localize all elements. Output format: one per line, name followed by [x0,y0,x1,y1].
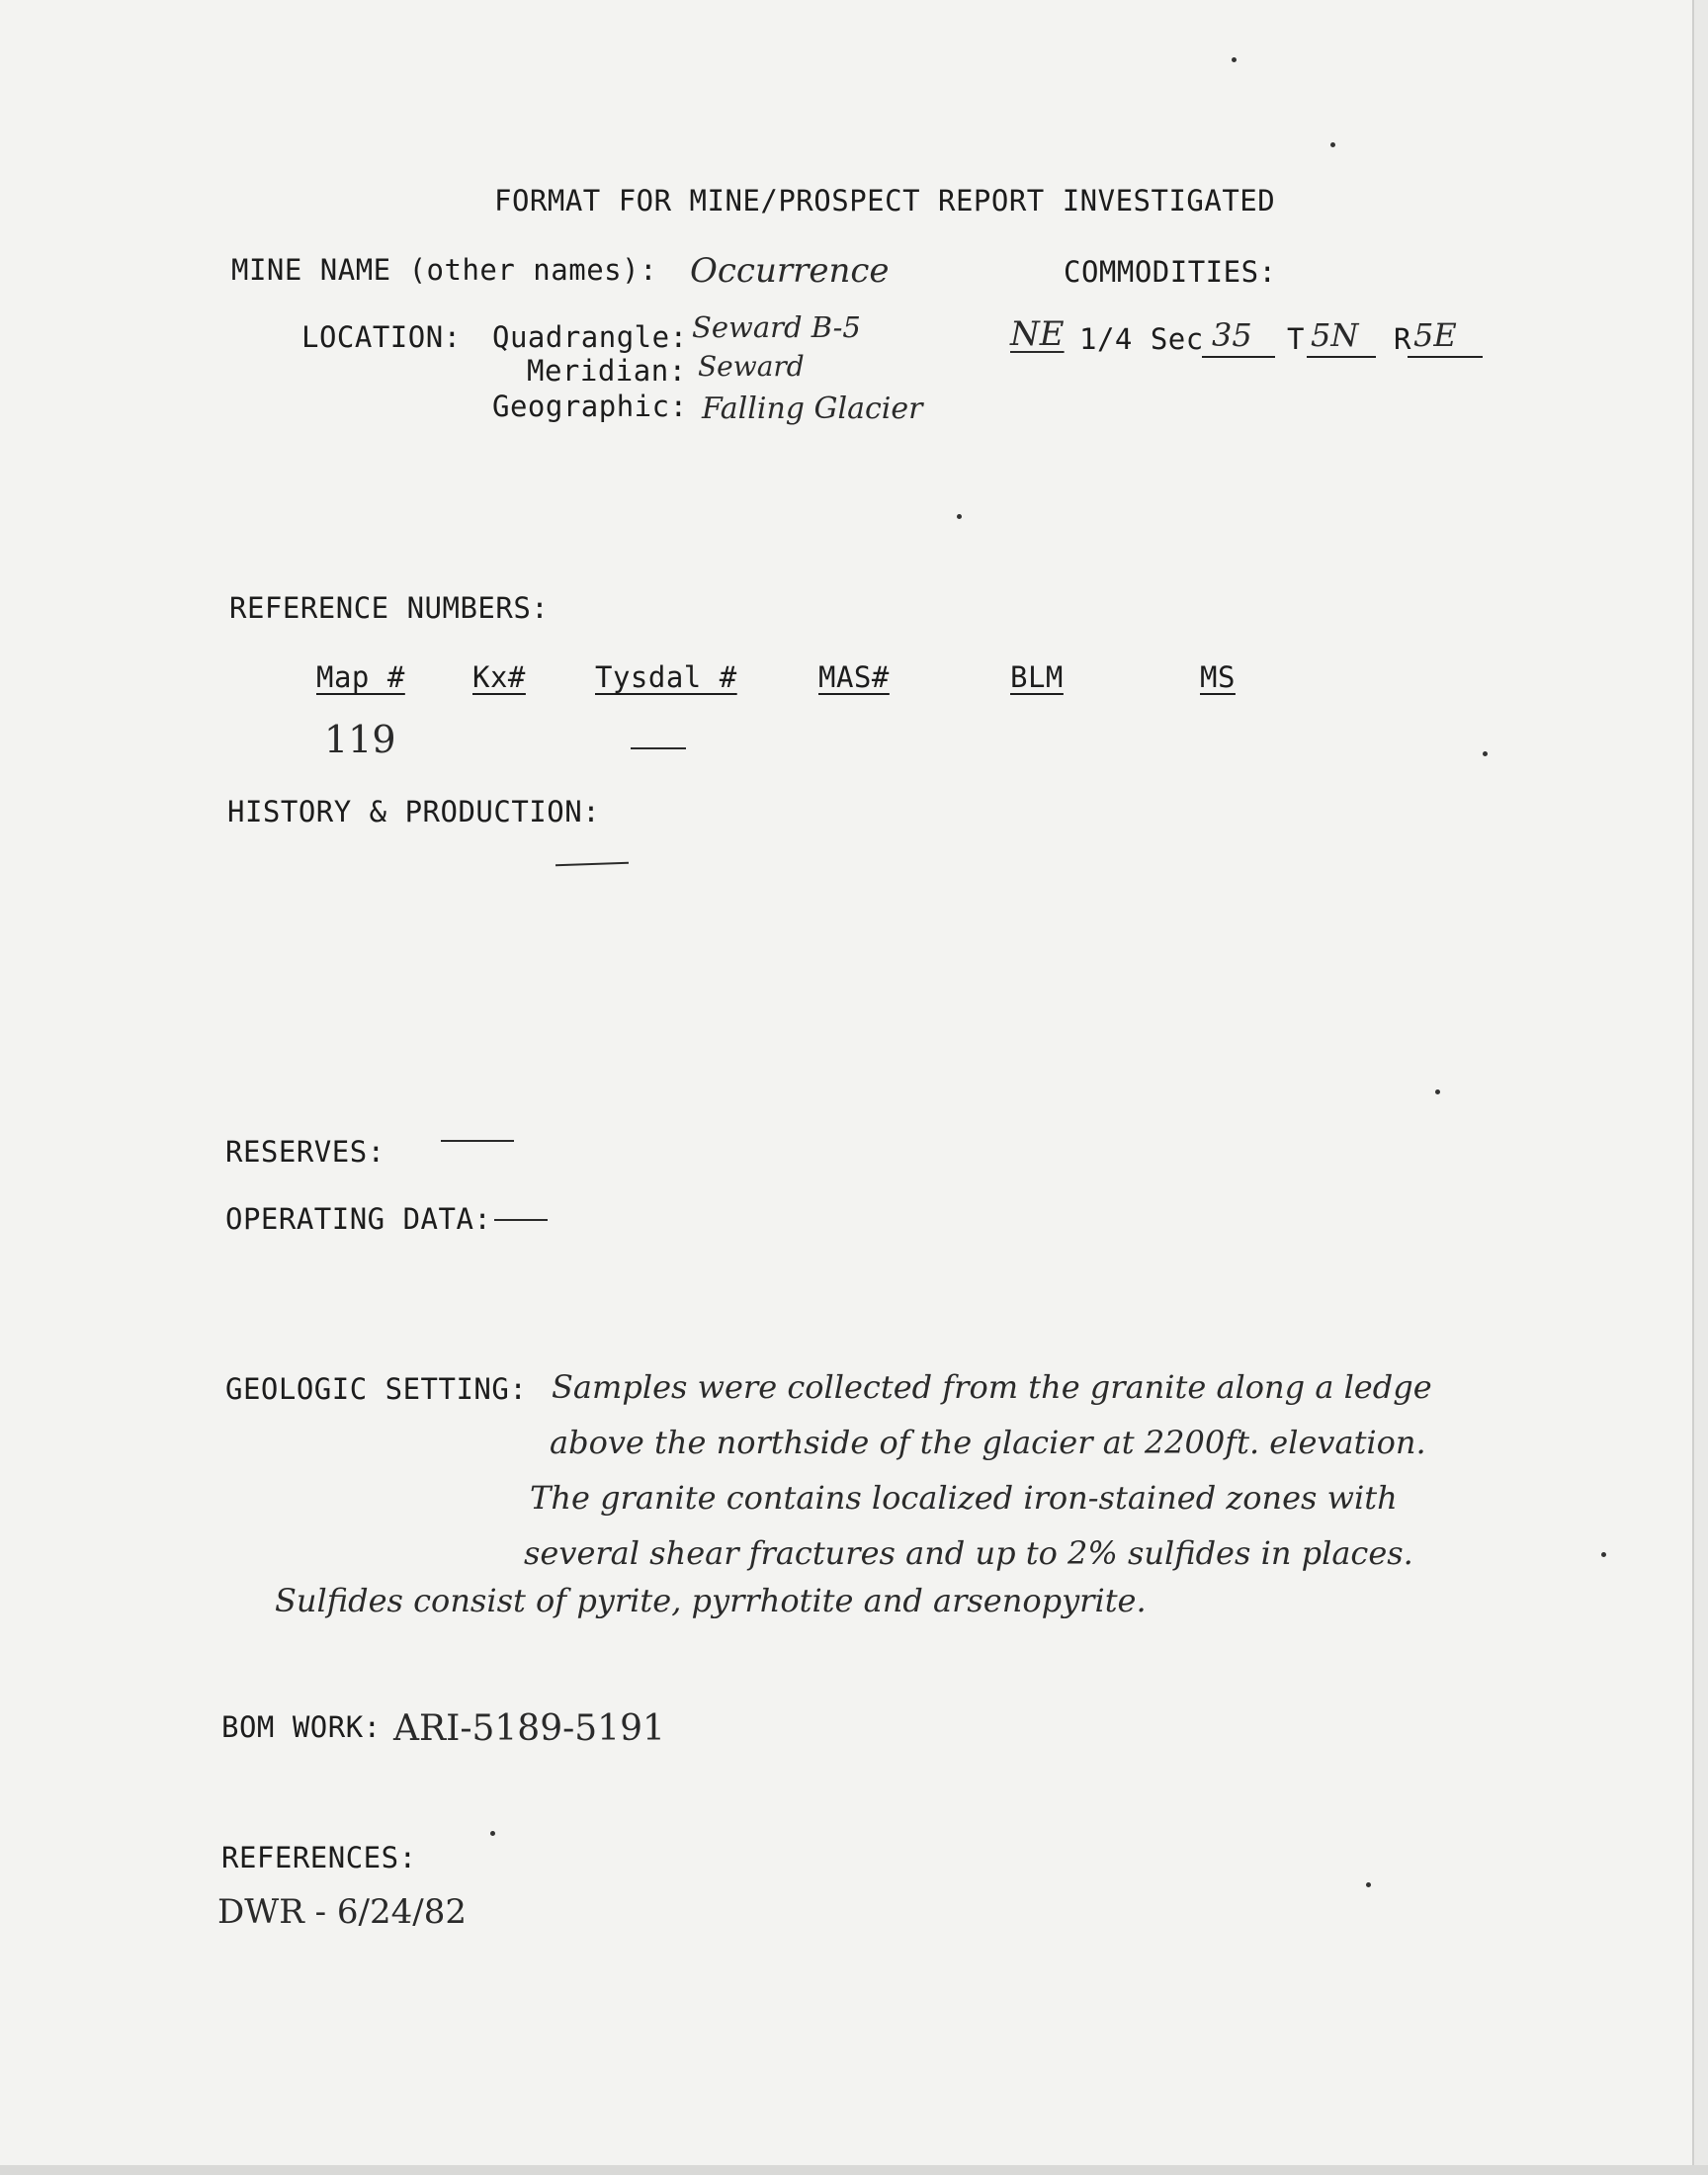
operating-data-label: OPERATING DATA: [225,1202,492,1236]
reserves-dash [441,1140,514,1142]
map-number-value: 119 [324,718,396,761]
ref-header-tysdal: Tysdal # [595,660,737,694]
geographic-value: Falling Glacier [702,392,923,426]
ref-header-kx: Kx# [472,660,526,694]
township-value: 5N [1311,316,1359,354]
scan-edge [0,2165,1708,2175]
quarter-sec-label: 1/4 Sec [1079,322,1204,356]
scan-speck [1330,142,1335,147]
operating-data-dash [494,1219,548,1221]
ref-header-mas: MAS# [818,660,890,694]
scan-speck [1483,751,1488,756]
geologic-line-2: above the northside of the glacier at 2200ft. elevation. [550,1424,1426,1461]
quadrangle-value: Seward B-5 [692,310,861,344]
references-label: REFERENCES: [221,1841,417,1874]
scan-speck [1435,1089,1440,1094]
tysdal-dash [631,747,686,749]
scan-speck [1601,1552,1606,1557]
township-label: T [1287,322,1305,356]
geologic-line-1: Samples were collected from the granite along a ledge [552,1368,1432,1406]
ref-header-ms: MS [1200,660,1236,694]
ref-header-blm: BLM [1010,660,1064,694]
scan-speck [957,514,962,519]
form-title: FORMAT FOR MINE/PROSPECT REPORT INVESTIGATED [494,184,1276,218]
meridian-value: Seward [698,350,805,383]
quarter-value: NE [1010,314,1065,354]
geologic-setting-label: GEOLOGIC SETTING: [225,1372,528,1406]
geographic-label: Geographic: [492,390,688,423]
geologic-line-5: Sulfides consist of pyrite, pyrrhotite and arsenopyrite. [275,1582,1147,1619]
bom-work-label: BOM WORK: [221,1710,382,1744]
location-label: LOCATION: [301,320,462,354]
mine-name-label: MINE NAME (other names): [231,253,658,287]
reserves-label: RESERVES: [225,1135,385,1169]
commodities-label: COMMODITIES: [1064,255,1277,289]
scan-speck [1232,57,1237,62]
bom-work-value: ARI-5189-5191 [393,1708,665,1749]
ref-header-map: Map # [316,660,405,694]
sec-value: 35 [1212,316,1252,354]
mine-name-value: Occurrence [690,251,890,291]
geologic-line-3: The granite contains localized iron-stained zones with [530,1479,1398,1517]
range-value: 5E [1413,316,1457,354]
history-dash [555,862,629,867]
history-label: HISTORY & PRODUCTION: [227,795,601,828]
scan-speck [1366,1882,1371,1887]
meridian-label: Meridian: [527,354,687,388]
geologic-line-4: several shear fractures and up to 2% sulfides in places. [524,1534,1413,1572]
quadrangle-label: Quadrangle: [492,320,688,354]
reference-numbers-label: REFERENCE NUMBERS: [229,591,550,625]
scan-speck [490,1831,495,1836]
references-value: DWR - 6/24/82 [217,1892,467,1932]
range-label: R [1394,322,1411,356]
